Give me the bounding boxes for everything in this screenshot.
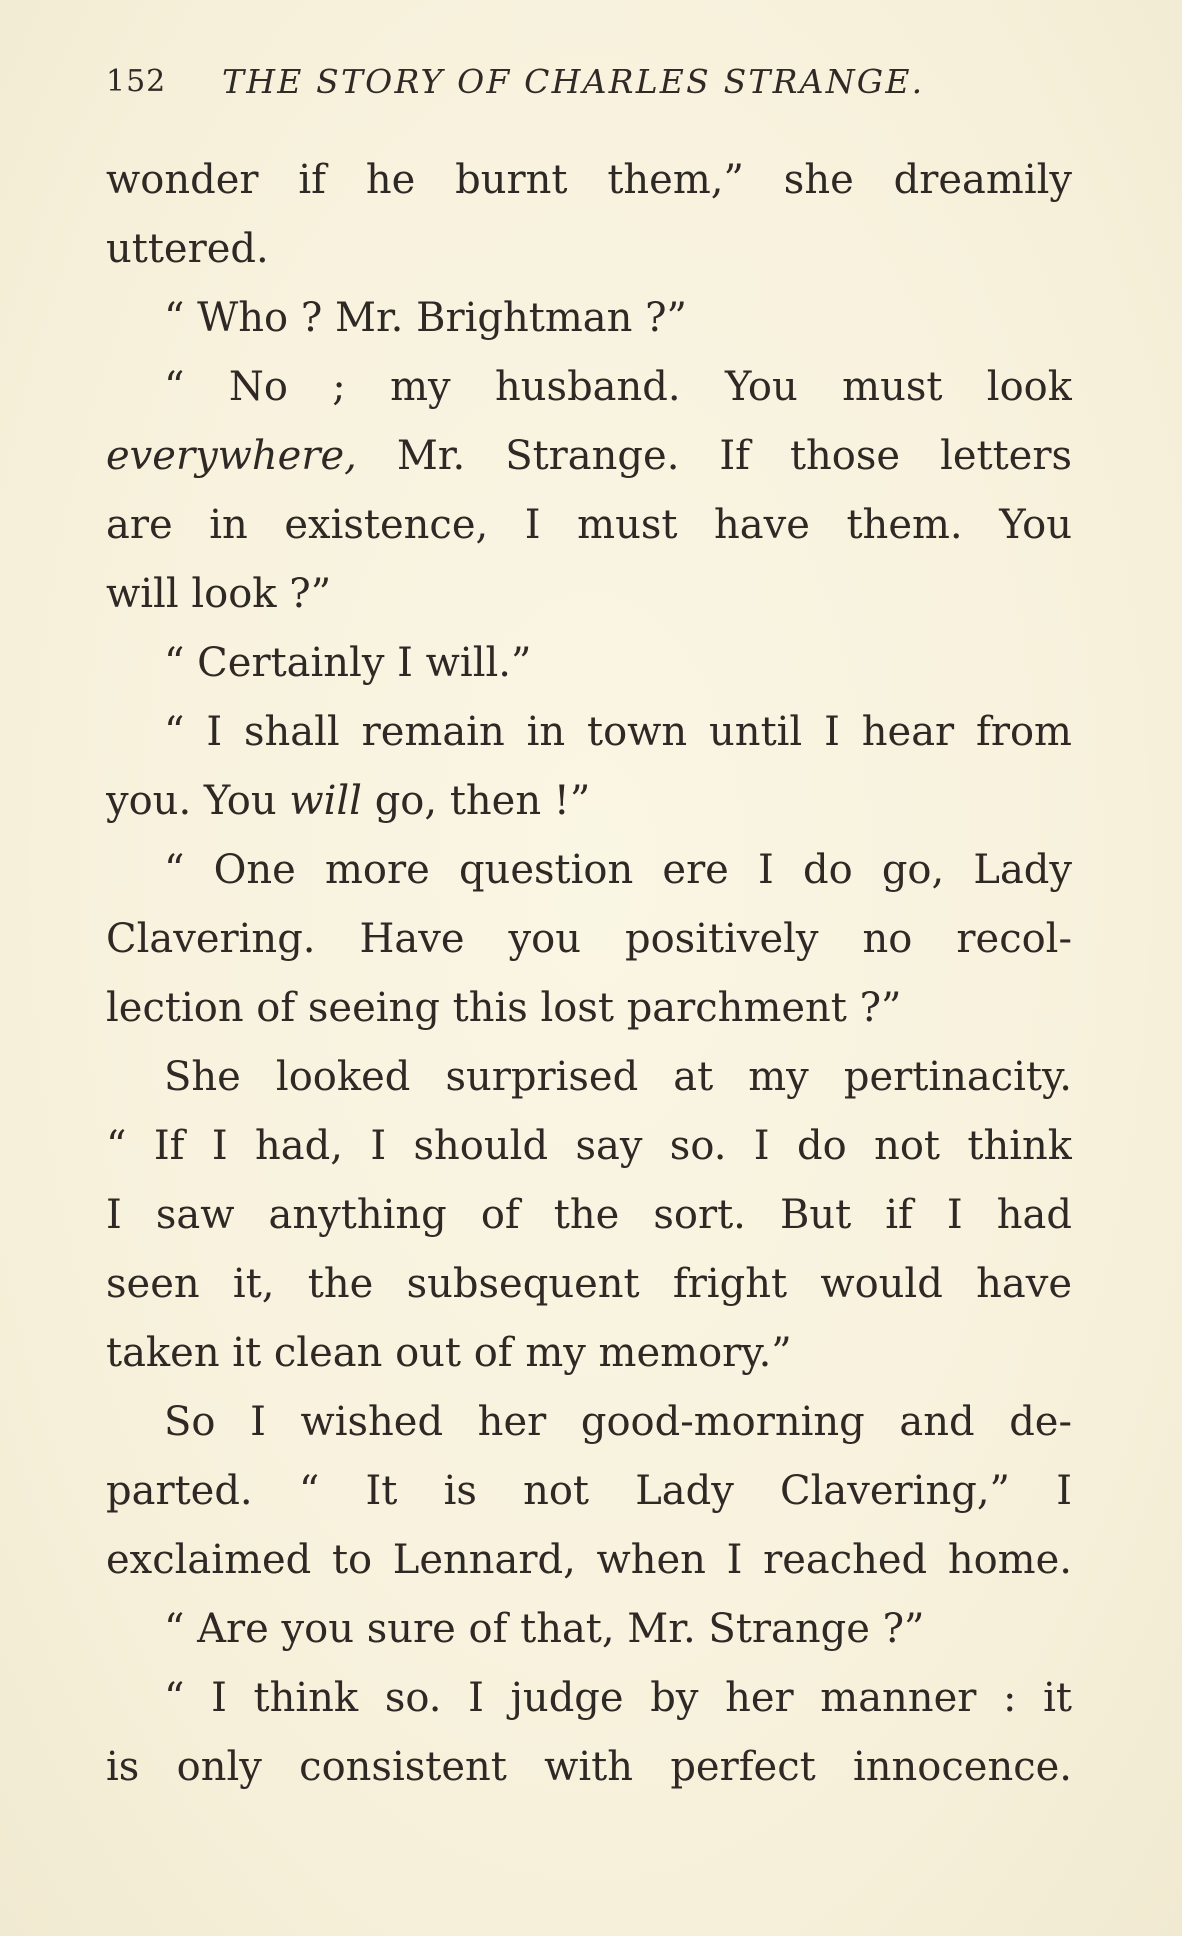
text-line: wonder if he burnt them,” she dreamily xyxy=(106,157,1072,203)
text-line: I saw anything of the sort. But if I had xyxy=(106,1192,1072,1238)
text-line: She looked surprised at my pertinacity. xyxy=(164,1054,1072,1100)
running-title: THE STORY OF CHARLES STRANGE. xyxy=(222,62,925,101)
text-line: parted. “ It is not Lady Clavering,” I xyxy=(106,1468,1072,1514)
text-line: taken it clean out of my memory.” xyxy=(106,1330,792,1376)
text-line: “ No ; my husband. You must look xyxy=(164,364,1072,410)
text-line: is only consistent with perfect innocence. xyxy=(106,1744,1072,1790)
text-line: “ Are you sure of that, Mr. Strange ?” xyxy=(164,1606,925,1652)
text-line: will look ?” xyxy=(106,571,332,617)
text-line: “ If I had, I should say so. I do not think xyxy=(106,1123,1072,1169)
text-line: uttered. xyxy=(106,226,269,272)
text-line: “ I shall remain in town until I hear from xyxy=(164,709,1072,755)
text-line: lection of seeing this lost parchment ?” xyxy=(106,985,902,1031)
text-line: “ One more question ere I do go, Lady xyxy=(164,847,1072,893)
text-line xyxy=(106,422,1072,491)
text-line: So I wished her good-morning and de- xyxy=(164,1399,1072,1445)
text-run: Mr. Strange. If those letters xyxy=(356,433,1072,479)
text-line: “ I think so. I judge by her manner : it xyxy=(164,1675,1072,1721)
emphasis-text: everywhere, xyxy=(106,433,357,479)
text-line: “ Who ? Mr. Brightman ?” xyxy=(164,295,688,341)
text-line: seen it, the subsequent fright would have xyxy=(106,1261,1072,1307)
text-line: “ Certainly I will.” xyxy=(164,640,532,686)
page-number: 152 xyxy=(106,64,167,99)
text-line: Clavering. Have you positively no recol- xyxy=(106,916,1072,962)
running-head xyxy=(106,58,1106,110)
body-text xyxy=(106,146,1072,1802)
emphasis-text: will xyxy=(289,778,362,824)
text-line: are in existence, I must have them. You xyxy=(106,502,1072,548)
text-run: you. You xyxy=(106,778,290,824)
text-run: go, then !” xyxy=(361,778,591,824)
text-line: exclaimed to Lennard, when I reached home. xyxy=(106,1537,1072,1583)
text-line xyxy=(106,767,1072,836)
